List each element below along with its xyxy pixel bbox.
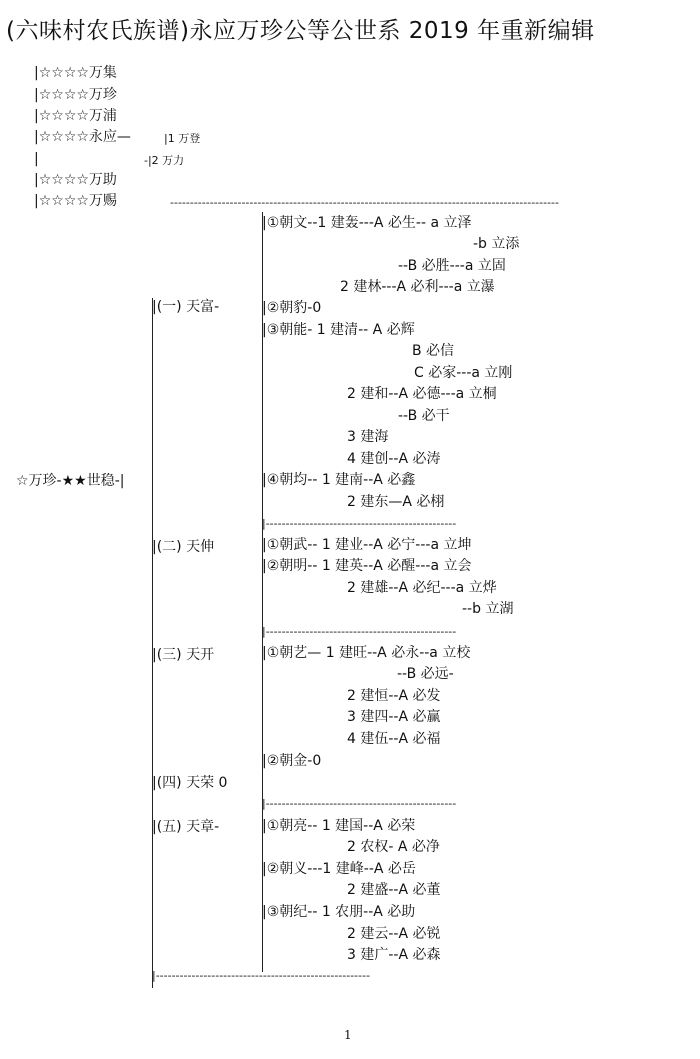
branch-label: |(一) 天富-	[152, 299, 220, 315]
tree-line: 3 建广--A 必森	[347, 947, 441, 963]
tree-line: |②朝义---1 建峰--A 必岳	[262, 861, 416, 877]
branch-label: |(四) 天荣 0	[152, 775, 228, 791]
divider-line: |------------------------------------------------------	[152, 969, 371, 982]
tree-line: |①朝艺— 1 建旺--A 必永--a 立校	[262, 645, 471, 661]
tree-line: |③朝纪-- 1 农朋--A 必助	[262, 904, 416, 920]
branch-connector	[152, 298, 159, 988]
tree-line: --B 必远-	[397, 666, 454, 682]
tree-line: -b 立添	[473, 236, 520, 252]
tree-line: 2 建盛--A 必董	[347, 882, 441, 898]
tree-line: |②朝金-0	[262, 753, 322, 769]
tree-line: |☆☆☆☆永应—	[34, 129, 131, 145]
tree-line: |①朝亮-- 1 建国--A 必荣	[262, 818, 416, 834]
tree-line: 2 建东—A 必栩	[347, 494, 445, 510]
tree-line: 4 建伍--A 必福	[347, 731, 441, 747]
tree-line: |☆☆☆☆万浦	[34, 108, 117, 124]
branch-label: |(五) 天章-	[152, 819, 220, 835]
tree-line: 2 农权- A 必净	[347, 839, 440, 855]
tree-line: |	[34, 151, 39, 167]
tree-line: |①朝武-- 1 建业--A 必宁---a 立坤	[262, 537, 472, 553]
tree-line: |①朝文--1 建轰---A 必生-- a 立泽	[262, 215, 472, 231]
tree-line: 3 建海	[347, 429, 389, 445]
divider-line: |------------------------------------------------	[262, 517, 457, 530]
tree-line: |☆☆☆☆万集	[34, 65, 117, 81]
tree-line: |④朝均-- 1 建南--A 必鑫	[262, 472, 416, 488]
tree-line: --B 必胜---a 立固	[398, 258, 506, 274]
document-title: (六味村农氏族谱)永应万珍公等公世系 2019 年重新编辑	[6, 18, 595, 44]
tree-line: --B 必干	[398, 408, 450, 424]
tree-line: --b 立湖	[462, 601, 514, 617]
tree-line: C 必家---a 立刚	[414, 365, 513, 381]
divider-line: --------------------------------------------------------------------------------------------------	[170, 196, 559, 209]
tree-line: 2 建和--A 必德---a 立桐	[347, 386, 497, 402]
tree-line: |☆☆☆☆万助	[34, 172, 117, 188]
tree-line: 2 建林---A 必利---a 立瀑	[340, 279, 495, 295]
page-number: 1	[344, 1028, 352, 1042]
divider-line: |------------------------------------------------	[262, 797, 457, 810]
tree-line: 3 建四--A 必赢	[347, 709, 441, 725]
tree-line: 2 建云--A 必锐	[347, 926, 441, 942]
tree-line: |②朝豹-0	[262, 300, 322, 316]
root-ancestor: ☆万珍-★★世稳-|	[16, 473, 125, 489]
tree-line: |☆☆☆☆万珍	[34, 87, 117, 103]
branch-label: |(二) 天伸	[152, 539, 215, 555]
tree-line: |☆☆☆☆万赐	[34, 193, 117, 209]
tree-line: -|2 万力	[144, 154, 185, 167]
tree-line: 4 建创--A 必涛	[347, 451, 441, 467]
divider-line: |------------------------------------------------	[262, 625, 457, 638]
tree-line: |1 万登	[164, 132, 201, 145]
tree-line: B 必信	[412, 343, 455, 359]
tree-line: 2 建雄--A 必纪---a 立烨	[347, 580, 497, 596]
branch-label: |(三) 天开	[152, 647, 215, 663]
tree-line: |③朝能- 1 建清-- A 必辉	[262, 322, 415, 338]
tree-line: 2 建恒--A 必发	[347, 688, 441, 704]
tree-line: |②朝明-- 1 建英--A 必醒---a 立会	[262, 558, 472, 574]
